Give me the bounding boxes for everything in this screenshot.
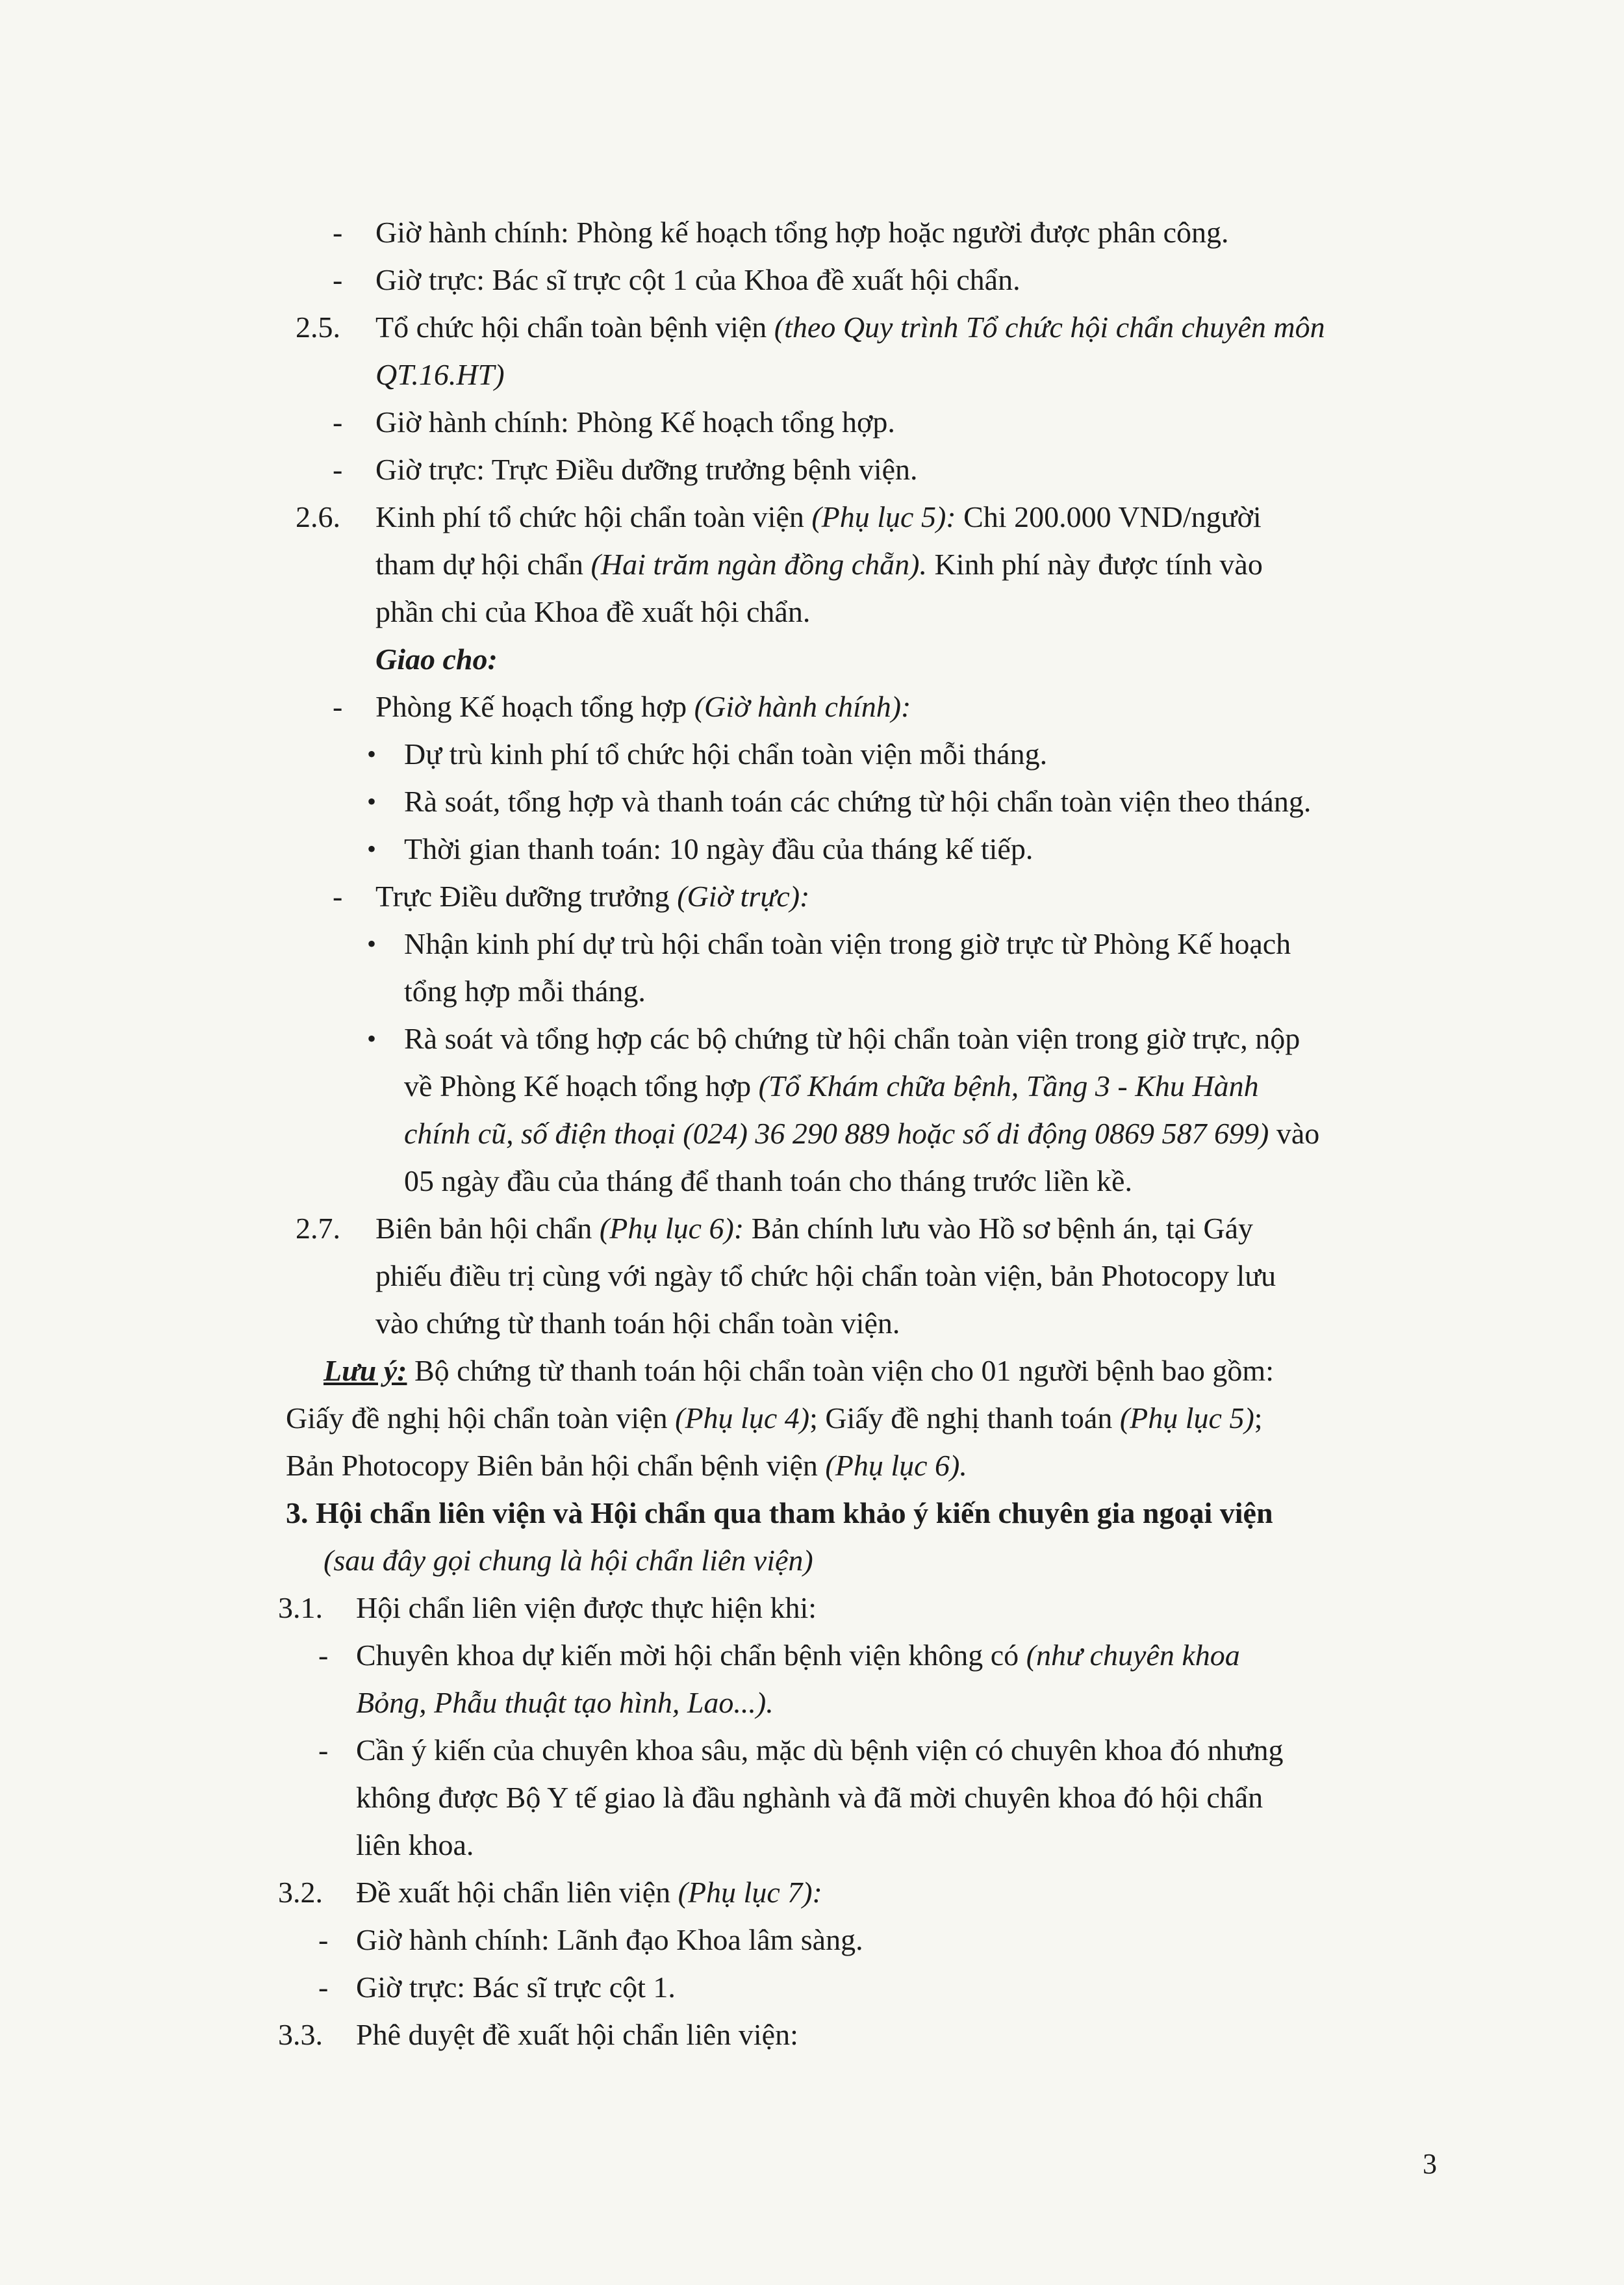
section-number: 2.5. — [296, 311, 340, 344]
line-text: chính cũ, số điện thoại (024) 36 290 889 hoặc số di động 0869 587 699) vào — [404, 1117, 1320, 1150]
line-text: Giờ hành chính: Phòng Kế hoạch tổng hợp. — [375, 405, 895, 439]
line-text: phiếu điều trị cùng với ngày tổ chức hội chẩn toàn viện, bản Photocopy lưu — [375, 1259, 1276, 1292]
line-text: Dự trù kinh phí tổ chức hội chẩn toàn viện mỗi tháng. — [404, 737, 1048, 771]
line-text: Thời gian thanh toán: 10 ngày đầu của tháng kế tiếp. — [404, 832, 1034, 865]
section-number: 2.6. — [296, 500, 340, 533]
section-heading: 3. Hội chẩn liên viện và Hội chẩn qua tham khảo ý kiến chuyên gia ngoại viện — [286, 1496, 1273, 1529]
line-text: về Phòng Kế hoạch tổng hợp (Tổ Khám chữa bệnh, Tầng 3 - Khu Hành — [404, 1069, 1259, 1103]
line-text: Giờ trực: Bác sĩ trực cột 1 của Khoa đề xuất hội chẩn. — [375, 263, 1021, 296]
line-text: Giờ hành chính: Phòng kế hoạch tổng hợp hoặc người được phân công. — [375, 216, 1229, 249]
list-dash: - — [333, 453, 343, 486]
line-text: Giờ trực: Bác sĩ trực cột 1. — [356, 1971, 676, 2004]
section-number: 3.3. — [278, 2018, 323, 2051]
line-text: Phê duyệt đề xuất hội chẩn liên viện: — [356, 2018, 798, 2051]
line-text: Giấy đề nghị hội chẩn toàn viện (Phụ lục 4); Giấy đề nghị thanh toán (Phụ lục 5); — [286, 1401, 1263, 1435]
line-text: Nhận kinh phí dự trù hội chẩn toàn viện trong giờ trực từ Phòng Kế hoạch — [404, 927, 1291, 960]
line-text: Bỏng, Phẫu thuật tạo hình, Lao...). — [356, 1686, 774, 1719]
line-text: Trực Điều dưỡng trưởng (Giờ trực): — [375, 880, 810, 913]
line-text: Đề xuất hội chẩn liên viện (Phụ lục 7): — [356, 1876, 822, 1909]
list-dash: - — [333, 405, 343, 439]
line-text: 05 ngày đầu của tháng để thanh toán cho tháng trước liền kề. — [404, 1164, 1132, 1197]
line-text: Rà soát và tổng hợp các bộ chứng từ hội chẩn toàn viện trong giờ trực, nộp — [404, 1022, 1300, 1055]
bullet-icon: • — [367, 834, 377, 863]
line-text: không được Bộ Y tế giao là đầu nghành và đã mời chuyên khoa đó hội chẩn — [356, 1781, 1263, 1814]
list-dash: - — [333, 690, 343, 723]
bullet-icon: • — [367, 929, 377, 958]
line-text: (sau đây gọi chung là hội chẩn liên viện) — [324, 1544, 813, 1577]
section-number: 3.1. — [278, 1591, 323, 1624]
line-text: Cần ý kiến của chuyên khoa sâu, mặc dù bệnh viện có chuyên khoa đó nhưng — [356, 1733, 1284, 1767]
line-text: Giờ trực: Trực Điều dưỡng trưởng bệnh viện. — [375, 453, 918, 486]
line-text: vào chứng từ thanh toán hội chẩn toàn viện. — [375, 1307, 900, 1340]
line-text: tổng hợp mỗi tháng. — [404, 975, 646, 1008]
section-number: 2.7. — [296, 1212, 340, 1245]
list-dash: - — [318, 1923, 329, 1956]
line-text: Tổ chức hội chẩn toàn bệnh viện (theo Quy trình Tổ chức hội chẩn chuyên môn — [375, 311, 1325, 344]
line-text: QT.16.HT) — [375, 358, 505, 391]
line-text: tham dự hội chẩn (Hai trăm ngàn đồng chẵn). Kinh phí này được tính vào — [375, 548, 1263, 581]
section-number: 3.2. — [278, 1876, 323, 1909]
bullet-icon: • — [367, 787, 377, 816]
page-number: 3 — [1423, 2148, 1437, 2180]
line-text: Chuyên khoa dự kiến mời hội chẩn bệnh viện không có (như chuyên khoa — [356, 1639, 1240, 1672]
line-text: Hội chẩn liên viện được thực hiện khi: — [356, 1591, 817, 1624]
list-dash: - — [318, 1733, 329, 1767]
line-text: Bản Photocopy Biên bản hội chẩn bệnh viện (Phụ lục 6). — [286, 1449, 967, 1482]
list-dash: - — [318, 1971, 329, 2004]
line-text: Phòng Kế hoạch tổng hợp (Giờ hành chính): — [375, 690, 911, 723]
list-dash: - — [318, 1639, 329, 1672]
list-dash: - — [333, 263, 343, 296]
line-text: phần chi của Khoa đề xuất hội chẩn. — [375, 595, 811, 628]
line-text: Rà soát, tổng hợp và thanh toán các chứng từ hội chẩn toàn viện theo tháng. — [404, 785, 1312, 818]
line-text: liên khoa. — [356, 1828, 474, 1861]
line-text: Biên bản hội chẩn (Phụ lục 6): Bản chính lưu vào Hồ sơ bệnh án, tại Gáy — [375, 1212, 1254, 1245]
bullet-icon: • — [367, 739, 377, 769]
line-text: Giờ hành chính: Lãnh đạo Khoa lâm sàng. — [356, 1923, 863, 1956]
assignment-heading: Giao cho: — [375, 643, 498, 676]
list-dash: - — [333, 216, 343, 249]
line-text: Lưu ý: Bộ chứng từ thanh toán hội chẩn toàn viện cho 01 người bệnh bao gồm: — [324, 1354, 1274, 1387]
list-dash: - — [333, 880, 343, 913]
line-text: Kinh phí tổ chức hội chẩn toàn viện (Phụ lục 5): Chi 200.000 VND/người — [375, 500, 1262, 533]
bullet-icon: • — [367, 1024, 377, 1053]
note-label: Lưu ý: — [324, 1354, 407, 1387]
